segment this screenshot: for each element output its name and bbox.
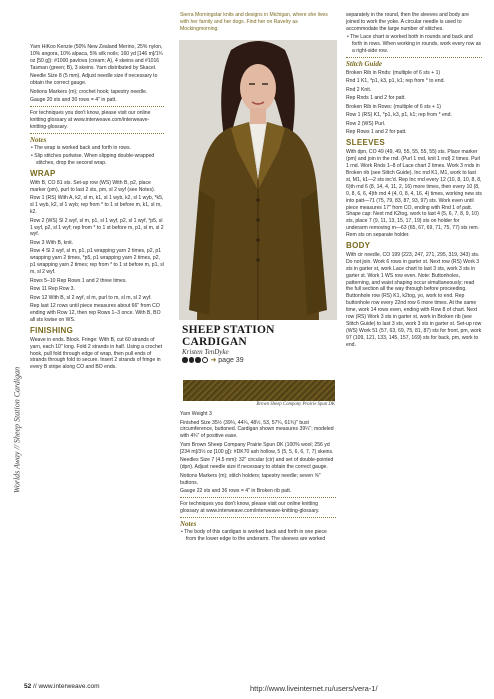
needle-spec: Needle Size 8 (5 mm). Adjust needle size if necessary to obtain the correct gauge. — [30, 73, 158, 87]
instructions-column — [346, 12, 482, 350]
yarn-swatch — [183, 380, 335, 401]
wrap-step: Rep last 12 rows until piece measures about 66" from CO ending with Row 12, then rep Rows 1–3 once. With B, BO all sts kwise on WS. — [30, 303, 161, 323]
stitch-guide-line: Rep Rows 1 and 2 for patt. — [346, 129, 407, 136]
stitch-guide-heading: Stitch Guide — [346, 60, 382, 69]
stitch-guide-line: Rnd 1 K1, *p1, k3, p1, k1; rep from * to end. — [346, 78, 445, 85]
page-footer — [24, 683, 100, 690]
swatch-caption: Brown Sheep Company Prairie Spun DK — [256, 402, 335, 407]
wrap-step: Row 11 Rep Row 3. — [30, 286, 75, 293]
wrap-step: Row 4 Sl 2 wyf, sl m, p1, p1 wrapping yarn 2 times, p2, p1 wrapping yarn 2 times, *p5, p1 wrapping yarn 2 times, p2, p1 wrapping yarn 2 times; rep from * to 1 st before m, p1, sl m, sl 2 wyf. — [30, 248, 164, 276]
stitch-guide-line: Broken Rib in Rnds: (multiple of 6 sts + 1) — [346, 69, 441, 76]
section-heading-finishing: FINISHING — [30, 325, 74, 335]
sleeves-text: With dpn, CO 49 (49, 49, 55, 55, 55, 55) sts. Place marker (pm) and join in the rnd. (Purl 1 rnd, knit 1 rnd) 2 times. Purl 1 rnd. Work Rnds 1–8 of Lace chart 2 times. Work 3 rnds in Broken rib (see Stitch Guide). Inc rnd K1, M1, work to last st, M1, k1—2 sts inc'd. Rep Inc rnd every 12 (10, 8, 10, 8, 8, 6)th rnd 6 (8, 14, 4, 11, 2, 16) more times, then every 10 (8, 0, 8, 6, 6, 4)th rnd 4 (4, 0, 8, 4, 16, 4) times, working new sts into patt—71 (75, 79, 83, 87, 93, 97) sts. Work even until piece measures 17" from CO, ending with Rnd 1 of patt. Shape cap: Next rnd K2tog, work to last 4 (5, 6, 7, 8, 9, 10) sts, place 7 (9, 11, 13, 15, 17, 19) sts on holder for underarm removing m—63 (65, 67, 69, 71, 75, 77) sts rem. Rem sts on separate holder. — [346, 149, 482, 239]
note-text: The wrap is worked back and forth in rows. — [34, 144, 131, 151]
wrap-step: Rows 5–10 Rep Rows 1 and 2 three times. — [30, 277, 127, 284]
stitch-guide-line: Rep Rnds 1 and 2 for patt. — [346, 95, 406, 102]
notes-heading: Notes — [180, 519, 197, 528]
wrap-step: Row 12 With B, sl 2 wyf, sl m, purl to m, sl m, sl 2 wyf. — [30, 294, 152, 301]
section-heading-body: BODY — [346, 241, 371, 251]
wrap-step: Row 2 (WS) Sl 2 wyf, sl m, p1, sl 1 wyf, p2, sl 1 wyf, *p5, sl 1 wyf, p2, sl 1 wyf; rep from * to 1 st before m, p1, sl m, sl 2 wyf. — [30, 217, 164, 238]
difficulty-dot-empty-icon — [202, 357, 208, 363]
divider — [346, 57, 482, 58]
notions-info: Notions Markers (m); stitch holders; tapestry needle; seven ⅝" buttons. — [180, 472, 321, 486]
footer-site: // www.interweave.com — [33, 683, 100, 690]
techniques-note: For techniques you don't know, please visit our online knitting glossary at www.interweave.com/interweave-knitting-glossary. — [180, 500, 320, 514]
running-head-text: Worlds Away // Sheep Station Cardigan — [12, 366, 22, 494]
note-item: • Slip stitches purlwise. When slipping double-wrapped stitches, drop the second wrap. — [31, 153, 155, 167]
designer-name: Kristen TenDyke — [182, 348, 229, 356]
finished-size: Finished Size 35½ (39¼, 44¼, 48½, 53, 57¾, 61¾)" bust circumference, buttoned. Cardigan shown measures 39¼"; modeled with 4¾" of positive ease. — [180, 419, 334, 440]
notes-heading: Notes — [30, 135, 47, 144]
divider — [30, 133, 164, 134]
needles-info: Needles Size 7 (4.5 mm): 32" circular (cir) and set of double-pointed (dpn). Adjust needle size if necessary to obtain the correct gauge. — [180, 457, 334, 471]
note-item: • The Lace chart is worked both in rounds and back and forth in rows. When working in rounds, work every row as a right-side row. — [347, 34, 482, 55]
gauge-spec: Gauge 20 sts and 30 rows = 4" in patt. — [30, 97, 117, 104]
yarn-spec: Yarn HiKoo Kenzie (50% New Zealand Merino, 25% nylon, 10% angora, 10% alpaca, 5% silk noils; 160 yd [146 m]/1¾ oz [50 g]): #1000 pavlova (cream; A), 4 skeins and #1016 Tasman (green; B), 3 skeins. Yarn distributed by Skacel. — [30, 44, 163, 71]
note-item: • The wrap is worked back and forth in rows. — [31, 144, 131, 151]
pattern-title-block — [182, 324, 338, 364]
finishing-text: Weave in ends. Block. Fringe: With B, cut 60 strands of yarn, each 10" long. Fold 2 strands in half. Using a crochet hook, pull fold through edge of wrap, then pull ends of strands through fold to secure. Insert 2 strands of fringe in every B stripe along CO and BO ends. — [30, 336, 163, 371]
stitch-guide-line: Row 2 (WS) Purl. — [346, 120, 386, 127]
running-head — [10, 300, 24, 560]
techniques-note: For techniques you don't know, please visit our online knitting glossary at www.interweave.com/interweave-knitting-glossary. — [30, 110, 151, 130]
watermark-url: http://www.liveinternet.ru/users/vera-1/ — [250, 684, 378, 693]
divider — [30, 106, 164, 107]
stitch-guide-line: Rnd 2 Knit. — [346, 86, 372, 93]
wrap-step: Row 3 With B, knit. — [30, 239, 74, 246]
note-continuation: separately in the round, then the sleeves and body are joined to work the yoke. A circular needle is used to accommodate the large number of stitches. — [346, 12, 469, 32]
difficulty-dot-filled-icon — [195, 357, 201, 363]
materials-column — [30, 44, 164, 373]
designer-bio: Sierra Morningstar knits and designs in Michigan, where she lives with her family and her dogs. Find her on Ravelry as Mockingmorning. — [180, 12, 328, 32]
notions-spec: Notions Markers (m); crochet hook; tapestry needle. — [30, 88, 148, 95]
note-item: • The body of this cardigan is worked back and forth in one piece from the lower edge to the underarm. The sleeves are worked — [181, 528, 327, 542]
section-heading-sleeves: SLEEVES — [346, 138, 386, 148]
difficulty-dot-filled-icon — [189, 357, 195, 363]
stitch-guide-line: Row 1 (RS) K1, *p1, k3, p1, k1; rep from * end. — [346, 112, 452, 119]
model-photo — [179, 40, 337, 320]
section-heading-wrap: WRAP — [30, 168, 56, 178]
body-text: With cir needle, CO 199 (223, 247, 271, 295, 319, 343) sts. Do not join. Work 6 rows in garter st. Next row (RS) Work 3 sts in garter st, work Lace chart to last 3 sts, work 3 sts in garter st. Work 1 WS row even. Note: Buttonholes, patterning, and waist shaping occur simultaneously; read the full section all the way through before proceeding. Buttonhole row (RS) K1, k2tog, yo, work to end. Rep buttonhole row every 22nd row 6 more times. At the same time, work 14 rows even, ending with Row 8 of chart. Next row (RS) Work 3 sts in garter st, work in Broken rib (see Stitch Guide) to last 3 sts, work 3 sts in garter st. Set-up row (WS) Work 51 (57, 63, 69, 75, 81, 87) sts for front, pm, work 97 (109, 121, 133, 145, 157, 169) sts for back, pm, work to end. — [346, 251, 482, 348]
yarn-info: Yarn Brown Sheep Company Prairie Spun DK (100% wool; 256 yd [234 m]/3½ oz [100 g]): #DK70 ash hollow, 5 (5, 5, 6, 6, 7, 7) skeins. — [180, 441, 334, 455]
pattern-title: SHEEP STATION CARDIGAN — [182, 324, 275, 348]
page-number: 52 — [24, 683, 32, 690]
difficulty-rating — [182, 356, 338, 364]
cardigan-specs — [180, 411, 336, 544]
yarn-weight: Yarn Weight 3 — [180, 411, 212, 417]
photo-illustration — [179, 40, 337, 320]
wrap-step: With B, CO 81 sts. Set-up row (WS) With B, p2, place marker (pm), purl to last 2 sts, pm, sl 2 wyf (see Notes). — [30, 179, 156, 193]
divider — [180, 497, 336, 498]
arrow-icon: ➜ — [210, 357, 217, 364]
page-reference: page 39 — [218, 357, 244, 364]
wrap-step: Row 1 (RS) With A, k2, sl m, k1, sl 1 wyb, k2, sl 1 wyb, *k5, sl 1 wyb, k2, sl 1 wyb; rep from * to 1 st before m, k1, sl m, k2. — [30, 195, 164, 216]
gauge-info: Gauge 22 sts and 36 rows = 4" in Broken rib patt. — [180, 488, 292, 495]
difficulty-dot-filled-icon — [182, 357, 188, 363]
divider — [180, 517, 336, 518]
note-text: The Lace chart is worked both in rounds and back and forth in rows. When working in rounds, work every row as a right-side row. — [350, 34, 482, 55]
stitch-guide-line: Broken Rib in Rows: (multiple of 6 sts + 1) — [346, 103, 441, 110]
note-text: Slip stitches purlwise. When slipping double-wrapped stitches, drop the second wrap. — [34, 153, 155, 167]
note-text: The body of this cardigan is worked back and forth in one piece from the lower edge to the underarm. The sleeves are worked — [184, 528, 327, 542]
